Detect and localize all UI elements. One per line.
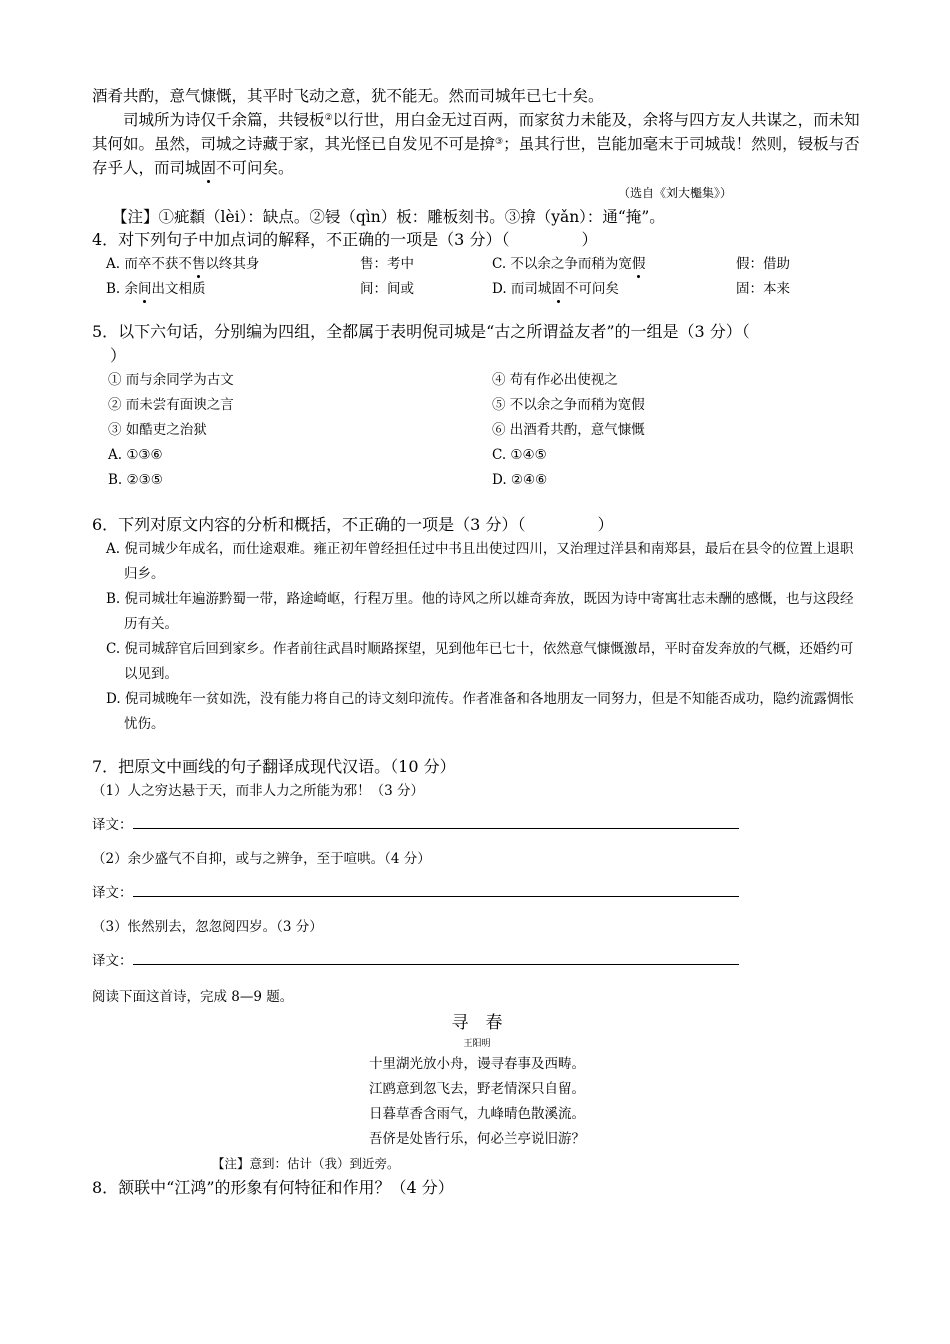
answer-blank[interactable]: [133, 950, 739, 965]
option-a: A. 而卒不获不售以终其身: [106, 256, 260, 272]
option-d: [106, 687, 862, 737]
dotted-word: 固: [200, 159, 217, 177]
answer-blank[interactable]: [133, 882, 739, 897]
question-text: ）: [581, 230, 598, 249]
q7-item: （1）人之穷达悬于天，而非人力之所能为邪！（3 分）: [92, 783, 424, 799]
list-item: ② 而未尝有面谀之言: [108, 397, 234, 413]
items-left: [108, 368, 492, 493]
poem-line: 江鸥意到忽飞去，野老情深只自留。: [369, 1081, 585, 1097]
question-8-stem: 8．颔联中“江鸿”的形象有何特征和作用？（4 分）: [92, 1178, 454, 1197]
option-c-gloss: 假：借助: [736, 256, 790, 272]
option-d: D. 而司城固不可问矣: [492, 281, 619, 297]
option-c: C. 不以余之争而稍为宽假: [492, 256, 646, 272]
answer-label: 译文：: [92, 817, 133, 833]
poem-title: 寻 春: [451, 1013, 503, 1033]
option-text: D. 倪司城晚年一贫如洗，没有能力将自己的诗文刻印流传。作者准备和各地朋友一同努力，但是不知能否成功，隐约流露惆怅忧伤。: [106, 691, 854, 732]
passage-line: 酒肴共酌，意气慷慨，其平时飞动之意，犹不能无。然而司城年已七十矣。: [92, 87, 604, 105]
option-c: [106, 637, 862, 687]
list-item: D. ②④⑥: [492, 472, 548, 488]
question-text: ）: [597, 515, 614, 534]
list-item: ⑤ 不以余之争而稍为宽假: [492, 397, 645, 413]
list-item: ① 而与余同学为古文: [108, 372, 234, 388]
footnote-mark: ③: [495, 137, 504, 147]
option-a: [106, 537, 862, 587]
footnote-mark: ②: [324, 113, 333, 123]
question-4-stem: [92, 228, 862, 252]
q7-item: （2）余少盛气不自抑，或与之辨争，至于喧哄。（4 分）: [92, 851, 431, 867]
passage-paragraph: [92, 108, 862, 180]
answer-label: 译文：: [92, 953, 133, 969]
question-text: 4．对下列句子中加点词的解释，不正确的一项是（3 分）（: [92, 230, 510, 249]
option-b: [106, 587, 862, 637]
option-text: A. 倪司城少年成名，而仕途艰难。雍正初年曾经担任过中书且出使过四川，又治理过洋县和南郑县，最后在县令的位置上退职归乡。: [106, 541, 854, 582]
question-5-stem: [92, 320, 862, 368]
poem-line: 十里湖光放小舟，谩寻春事及西畴。: [369, 1056, 585, 1072]
list-item: B. ②③⑤: [108, 472, 163, 488]
passage-text: 不可问矣。: [216, 159, 294, 177]
passage-text: ；虽其行世，岂能加毫末于司城哉！然则，锓板与否存乎人，而司城: [92, 135, 860, 177]
q7-answer-line: [92, 871, 862, 915]
option-text: C. 倪司城辞官后回到家乡。作者前往武昌时顺路探望，见到他年已七十，依然意气慷慨激昂，平时奋发奔放的气概，还婚约可以见到。: [106, 641, 854, 682]
poem-intro: 阅读下面这首诗，完成 8—9 题。: [92, 989, 294, 1005]
poem-note: 【注】意到：估计（我）到近旁。: [212, 1156, 400, 1171]
option-b: B. 余间出文相质: [106, 281, 206, 297]
passage-source: （选自《刘大櫆集》）: [617, 186, 732, 200]
question-4-options-row: [106, 252, 862, 277]
option-text: B. 倪司城壮年遍游黔蜀一带，路途崎岖，行程万里。他的诗风之所以雄奇奔放，既因为诗中寄寓壮志未酬的感慨，也与这段经历有关。: [106, 591, 854, 632]
items-right: [492, 368, 645, 493]
list-item: C. ①④⑤: [492, 447, 547, 463]
answer-label: 译文：: [92, 885, 133, 901]
option-b-gloss: 间：间或: [360, 281, 414, 297]
list-item: A. ①③⑥: [108, 447, 163, 463]
question-text: 5．以下六句话，分别编为四组，全都属于表明倪司城是“古之所谓益友者”的一组是（3 分）（: [92, 322, 750, 341]
question-4-options-row: [106, 277, 862, 302]
exam-page: [92, 84, 862, 1200]
list-item: ⑥ 出酒肴共酌，意气慷慨: [492, 422, 645, 438]
q7-answer-line: [92, 803, 862, 847]
question-6-stem: [92, 513, 862, 537]
question-7-stem: 7．把原文中画线的句子翻译成现代汉语。（10 分）: [92, 757, 456, 776]
poem-line: 日暮草香含雨气，九峰晴色散溪流。: [369, 1106, 585, 1122]
question-text: ）: [110, 346, 127, 365]
option-a-gloss: 售：考中: [360, 256, 414, 272]
list-item: ③ 如酷吏之治狱: [108, 422, 207, 438]
option-d-gloss: 固：本来: [736, 281, 790, 297]
question-6-options: [106, 537, 862, 737]
q7-answer-line: [92, 939, 862, 983]
poem-author: 王阳明: [463, 1039, 491, 1049]
q7-item: （3）怅然别去，忽忽阅四岁。（3 分）: [92, 919, 323, 935]
question-5-items: [108, 368, 862, 493]
list-item: ④ 苟有作必出使视之: [492, 372, 618, 388]
passage-notes: 【注】①疵纇（lèi）：缺点。②锓（qìn）板：雕板刻书。③揜（yǎn）：通“掩”。: [112, 208, 665, 226]
poem-line: 吾侪是处皆行乐，何必兰亭说旧游？: [369, 1131, 585, 1147]
question-text: 6．下列对原文内容的分析和概括，不正确的一项是（3 分）（: [92, 515, 526, 534]
passage-text: 以行世，用白金无过百两，而家贫力未能及，余将与四方友人共谋之，而未知其何如。虽然，司城之诗藏于家，其光怪已自发见不可是揜: [92, 111, 860, 153]
passage-text: 司城所为诗仅千余篇，共锓板: [123, 111, 325, 129]
answer-blank[interactable]: [133, 814, 739, 829]
